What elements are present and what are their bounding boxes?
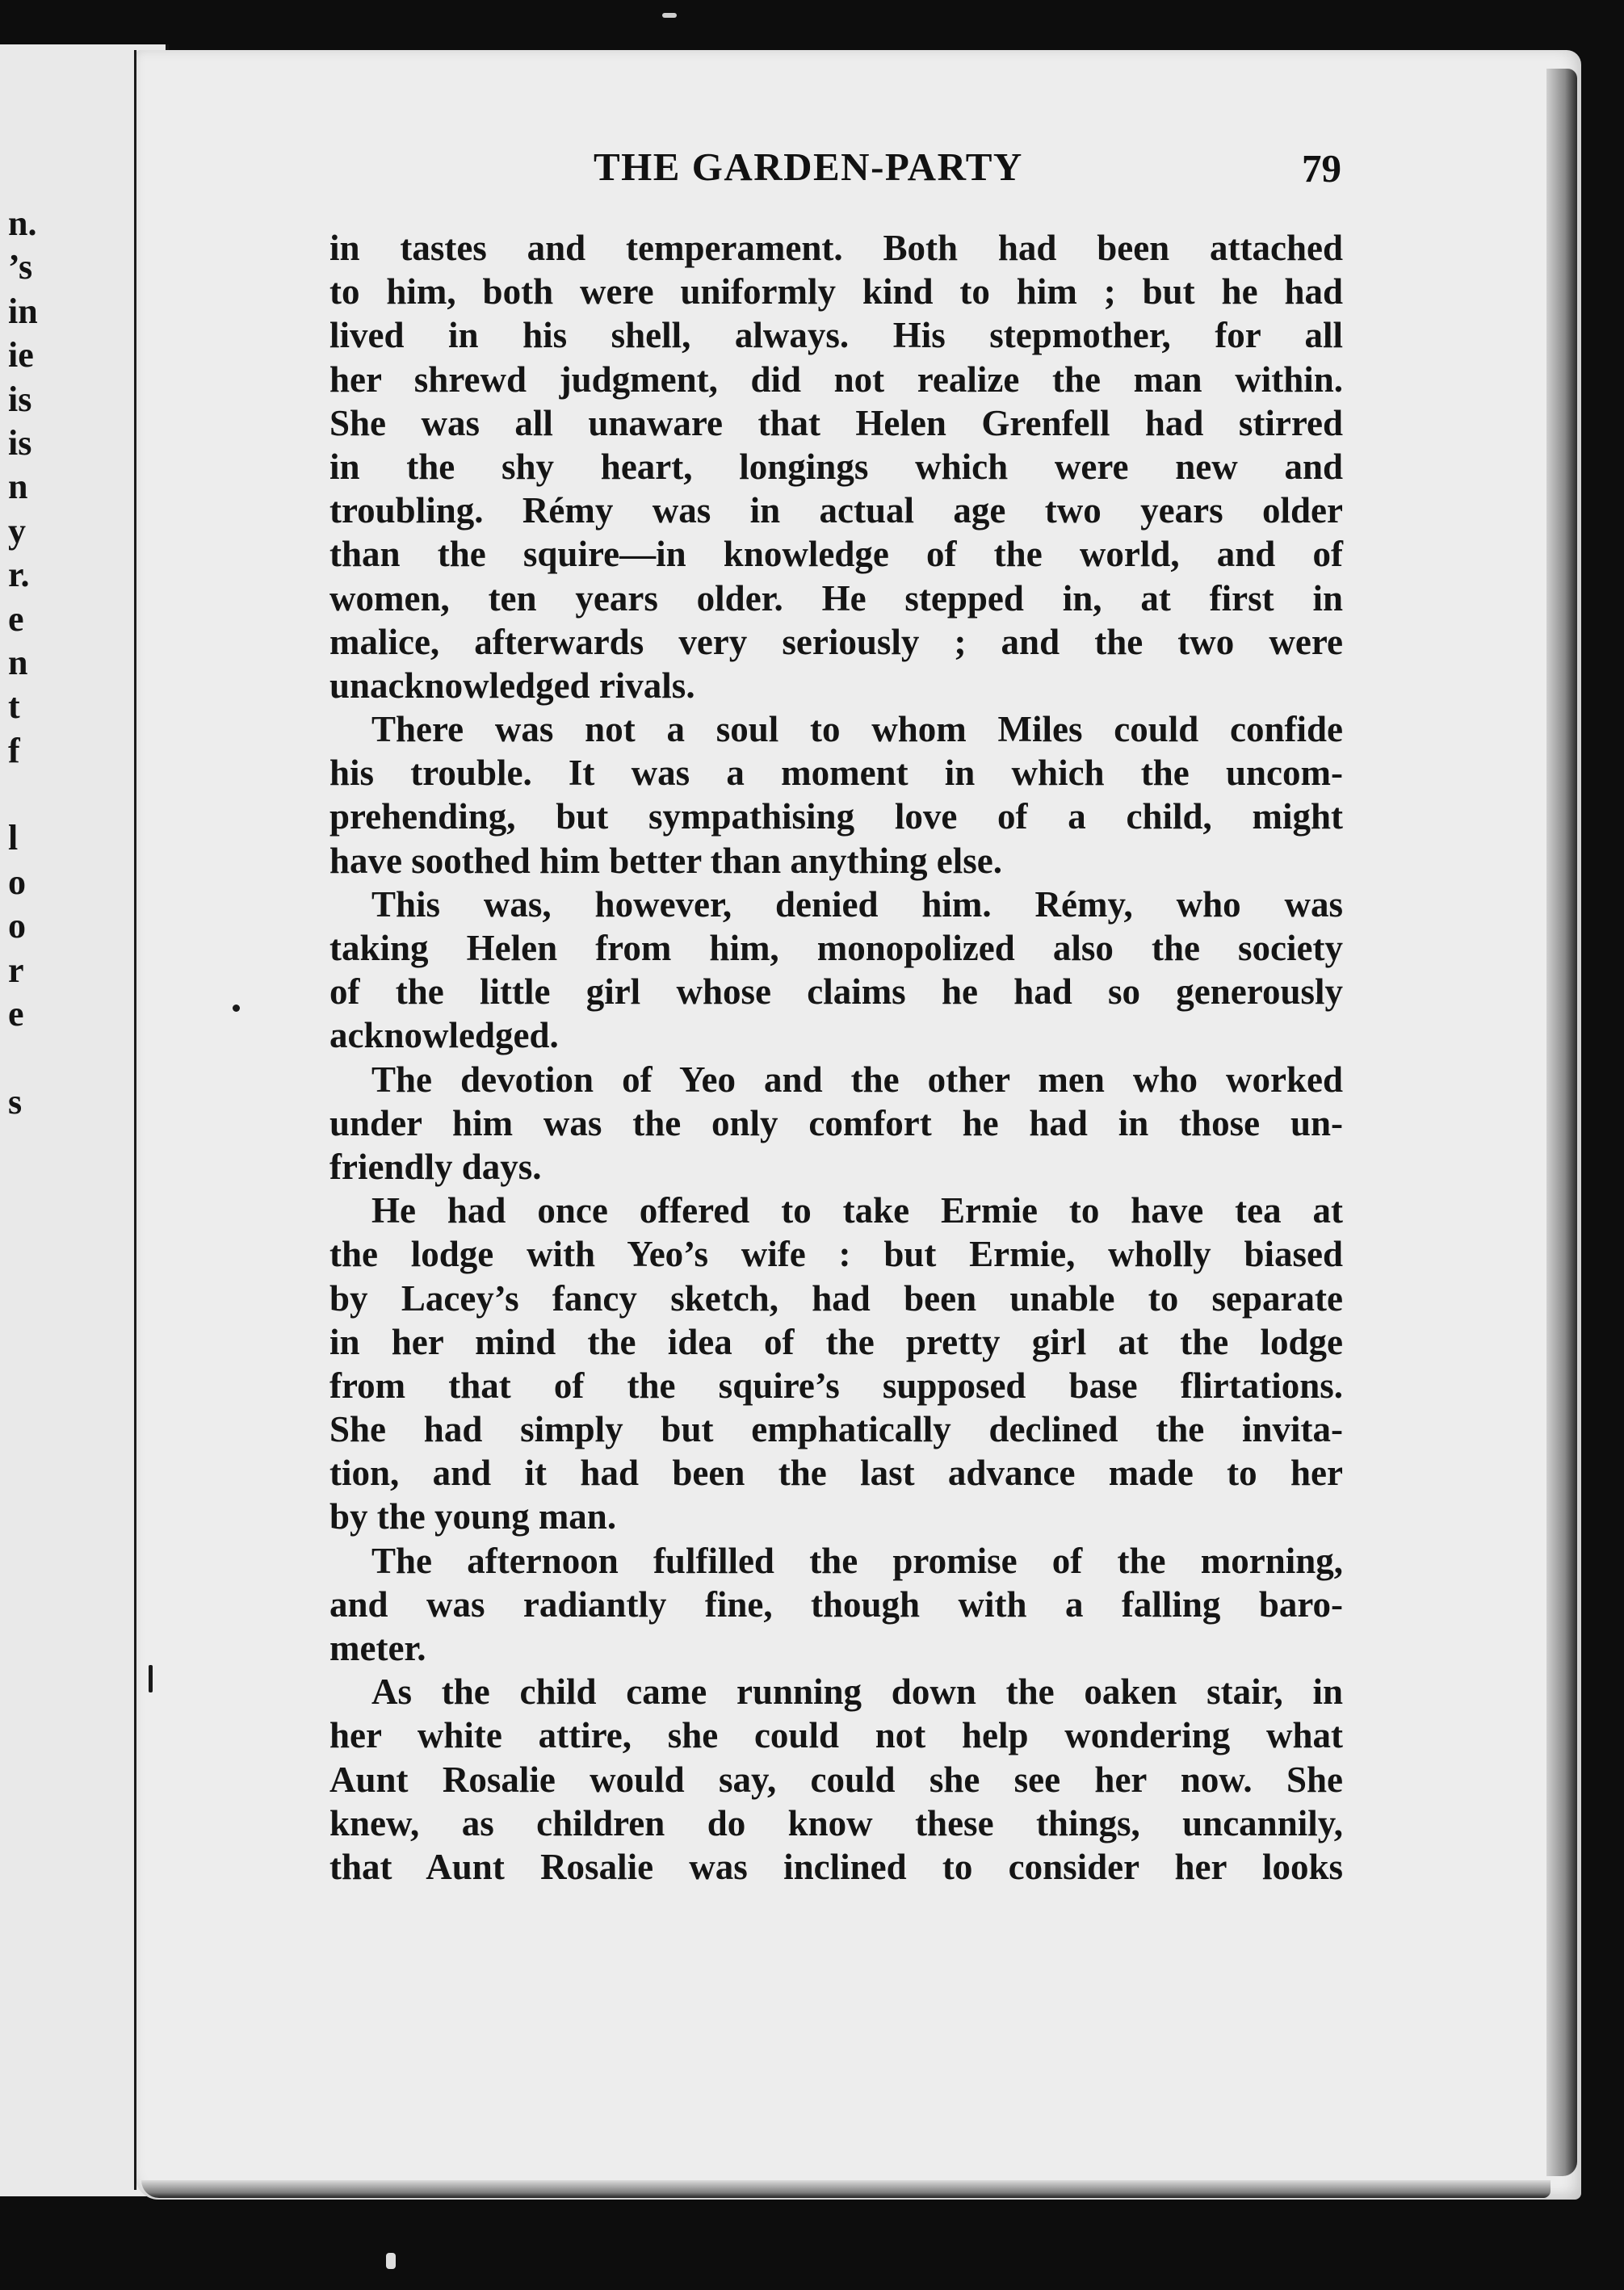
text-line: that Aunt Rosalie was inclined to consider her looks [329, 1846, 1343, 1887]
left-page-fragment: o [8, 906, 26, 946]
left-page-fragment [8, 1036, 32, 1080]
scan-speck [149, 1665, 153, 1692]
text-line: friendly days. [329, 1146, 542, 1187]
text-line: There was not a soul to whom Miles could confide [371, 709, 1343, 750]
text-line: from that of the squire’s supposed base flirtations. [329, 1365, 1343, 1406]
left-page-fragment: e [8, 598, 24, 639]
text-line: by Lacey’s fancy sketch, had been unable to separate [329, 1277, 1343, 1319]
left-page-fragment: r. [8, 555, 30, 595]
text-line: than the squire—in knowledge of the world, and of [329, 534, 1343, 575]
paragraph [329, 707, 1343, 883]
text-line: to him, both were uniformly kind to him ; but he had [329, 271, 1343, 312]
text-line: women, ten years older. He stepped in, at first in [329, 577, 1343, 619]
text-line: have soothed him better than anything else. [329, 840, 1002, 881]
page-bottom-edge [141, 2180, 1551, 2198]
text-line: The devotion of Yeo and the other men who worked [371, 1059, 1343, 1100]
paragraph [329, 226, 1343, 707]
running-head: THE GARDEN-PARTY [594, 145, 1023, 189]
text-line: lived in his shell, always. His stepmother, for all [329, 315, 1343, 356]
text-line: taking Helen from him, monopolized also the society [329, 928, 1343, 968]
text-line: She was all unaware that Helen Grenfell had stirred [329, 402, 1343, 443]
scan-speck [233, 1004, 240, 1012]
text-line: of the little girl whose claims he had so generously [329, 971, 1343, 1013]
text-line: the lodge with Yeo’s wife : but Ermie, wholly biased [329, 1234, 1343, 1275]
left-page-fragment: l [8, 818, 19, 858]
text-line: acknowledged. [329, 1015, 559, 1056]
text-line: She had simply but emphatically declined the invita- [329, 1409, 1343, 1450]
text-line: his trouble. It was a moment in which the uncom- [329, 753, 1343, 794]
left-page-fragment: o [8, 862, 26, 902]
left-page-fragment: n [8, 642, 28, 682]
text-line: unacknowledged rivals. [329, 665, 695, 706]
text-line: her shrewd judgment, did not realize the man within. [329, 359, 1343, 400]
left-page-fragment: e [8, 994, 24, 1034]
text-line: Aunt Rosalie would say, could she see her now. She [329, 1759, 1343, 1800]
left-page-fragment: y [8, 510, 26, 551]
book-gutter [134, 50, 136, 2190]
text-line: As the child came running down the oaken stair, in [371, 1671, 1343, 1713]
text-line: meter. [329, 1628, 426, 1668]
left-page-fragment [8, 773, 32, 816]
body-text [329, 226, 1343, 1889]
text-line: her white attire, she could not help wondering what [329, 1715, 1343, 1756]
scan-artifact [386, 2253, 396, 2269]
text-line: in tastes and temperament. Both had been attached [329, 228, 1343, 268]
text-line: This was, however, denied him. Rémy, who was [371, 883, 1343, 925]
text-line: prehending, but sympathising love of a child, might [329, 796, 1343, 837]
left-page-fragment: n [8, 467, 28, 507]
left-page-fragment: ie [8, 335, 34, 375]
left-page-fragment: f [8, 730, 20, 770]
paragraph [329, 1670, 1343, 1889]
text-line: He had once offered to take Ermie to have tea at [371, 1190, 1343, 1231]
left-page-fragment: s [8, 1081, 23, 1122]
left-page-fragment: t [8, 686, 20, 727]
left-page-text-fragments [8, 202, 38, 1124]
text-line: tion, and it had been the last advance made to her [329, 1453, 1343, 1494]
page-number: 79 [1302, 146, 1341, 191]
left-page-fragment: ’s [8, 247, 33, 287]
text-line: by the young man. [329, 1496, 617, 1537]
text-line: malice, afterwards very seriously ; and the two were [329, 621, 1343, 662]
paragraph [329, 1539, 1343, 1671]
left-page-fragment: is [8, 422, 32, 463]
paragraph [329, 883, 1343, 1058]
text-line: in her mind the idea of the pretty girl at the lodge [329, 1321, 1343, 1362]
text-line: The afternoon fulfilled the promise of the morning, [371, 1540, 1343, 1581]
text-line: in the shy heart, longings which were new and [329, 446, 1343, 487]
scan-artifact [662, 13, 677, 18]
text-line: under him was the only comfort he had in those un- [329, 1102, 1343, 1143]
page-edge-shadow [1546, 69, 1577, 2176]
left-page-fragment: r [8, 950, 24, 990]
left-page-fragment: is [8, 379, 32, 419]
text-line: troubling. Rémy was in actual age two years older [329, 490, 1343, 531]
paragraph [329, 1058, 1343, 1189]
left-page-fragment: in [8, 291, 38, 331]
paragraph [329, 1189, 1343, 1539]
text-line: knew, as children do know these things, uncannily, [329, 1802, 1343, 1843]
text-line: and was radiantly fine, though with a falling baro- [329, 1583, 1343, 1625]
left-page-fragment: n. [8, 203, 37, 243]
